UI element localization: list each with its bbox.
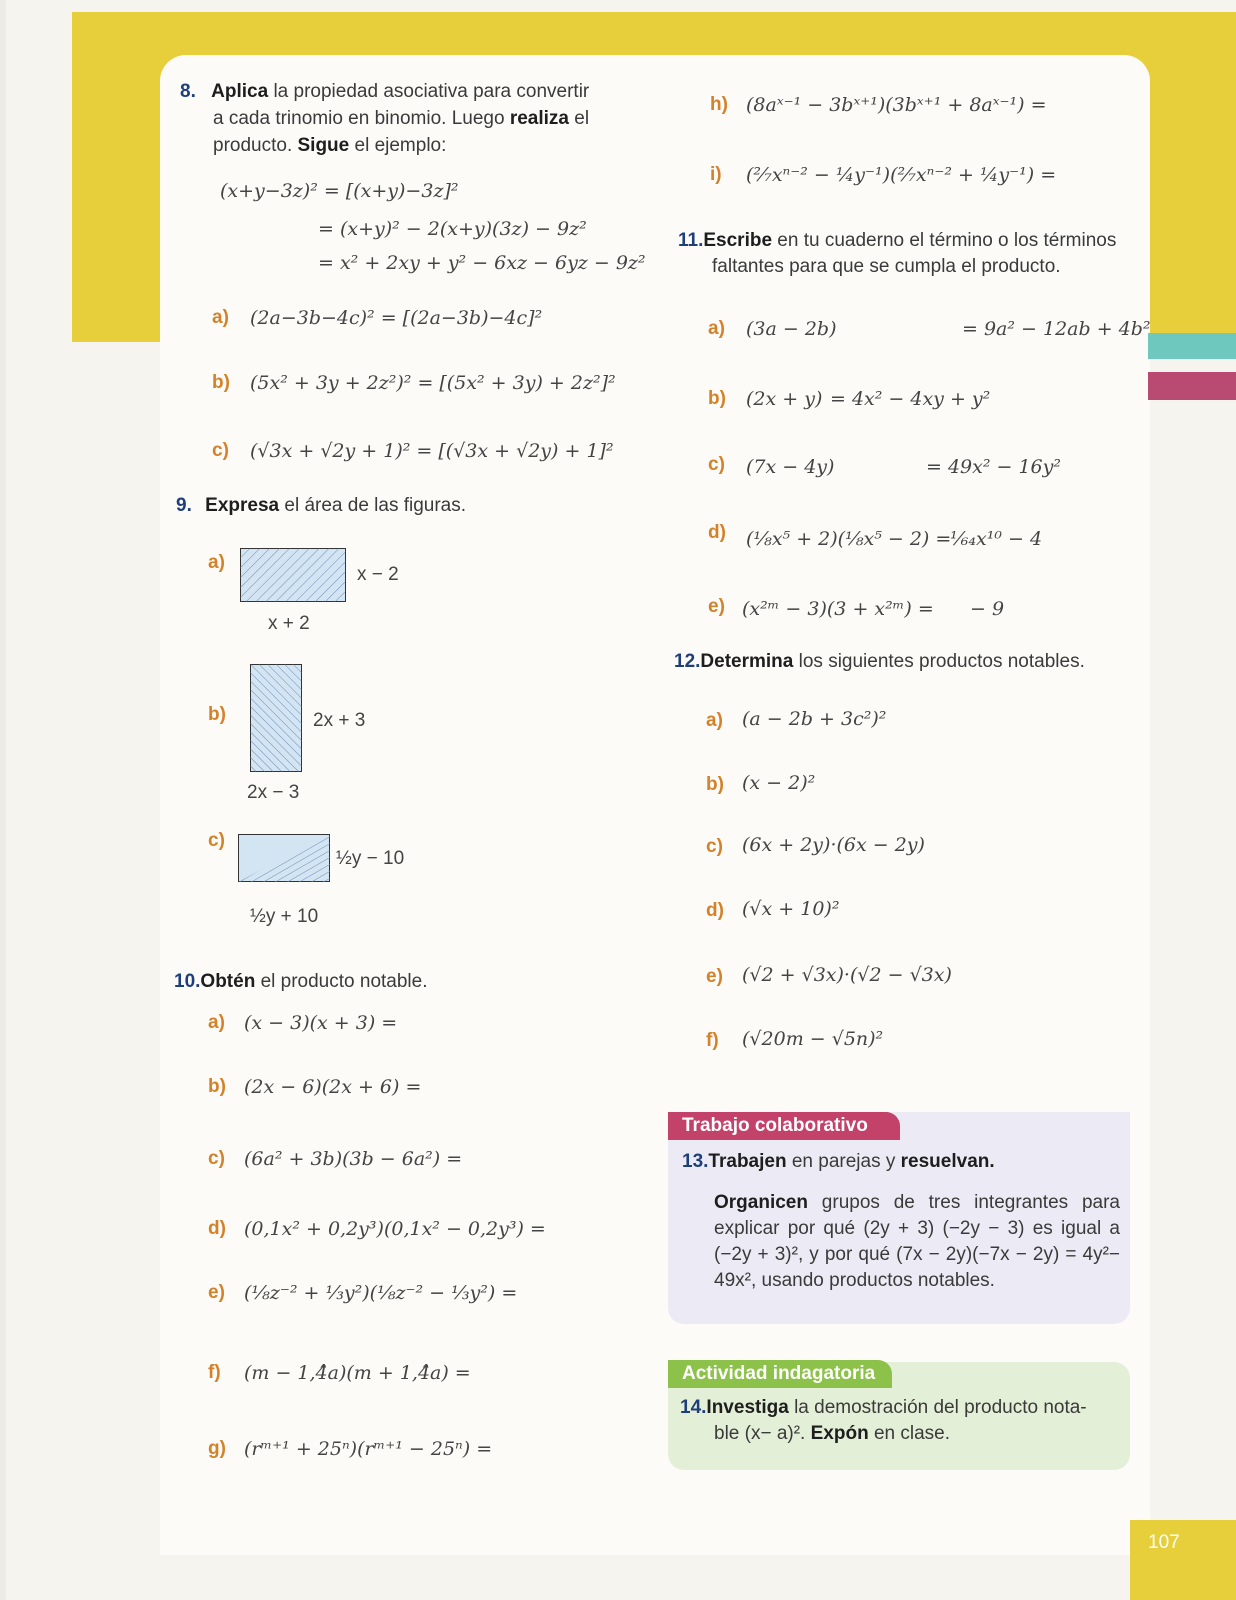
ex12-item-e-letter: e) <box>706 966 723 987</box>
ex11-line-2: faltantes para que se cumpla el producto. <box>712 256 1061 277</box>
ex10-item-g-letter: g) <box>208 1438 226 1459</box>
ex8-text-3b: el ejemplo: <box>349 135 447 156</box>
ex10-item-b-expr: (2x − 6)(2x + 6) = <box>244 1076 422 1098</box>
ex9-line-1 <box>176 494 466 518</box>
ex8-line-1 <box>180 80 589 104</box>
ex11-item-b-right: = 4x² − 4xy + y² <box>830 388 991 410</box>
ex12-number: 12. <box>674 651 701 672</box>
ex8-item-b-letter: b) <box>212 372 230 393</box>
ex11-item-e-left: (x²ᵐ − 3)(3 + x²ᵐ) = <box>742 598 934 620</box>
page-number: 107 <box>1148 1532 1180 1553</box>
ex8-item-a-letter: a) <box>212 307 229 328</box>
ex9-text-1: el área de las figuras. <box>279 495 467 516</box>
ex10-line-1 <box>174 970 428 994</box>
ex10-item-e-letter: e) <box>208 1282 225 1303</box>
ex9-fig-b-side: 2x + 3 <box>313 710 366 731</box>
ex10-item-h-expr: (8aˣ⁻¹ − 3bˣ⁺¹)(3bˣ⁺¹ + 8aˣ⁻¹) = <box>746 94 1047 116</box>
ex12-text-1: los siguientes productos notables. <box>793 651 1085 672</box>
margin-strip <box>0 0 6 1600</box>
ex12-line-1 <box>674 650 1085 674</box>
ex11-item-b-letter: b) <box>708 388 726 409</box>
ex8-item-c-expr: (√3x + √2y + 1)² = [(√3x + √2y) + 1]² <box>250 440 614 462</box>
ex10-item-f-letter: f) <box>208 1362 221 1383</box>
ex9-number: 9. <box>176 495 192 516</box>
ex8-example-line-2: = (x+y)² − 2(x+y)(3z) − 9z² <box>318 218 587 240</box>
ex8-example-line-1: (x+y−3z)² = [(x+y)−3z]² <box>220 180 459 202</box>
ex12-item-c-letter: c) <box>706 836 723 857</box>
ex10-item-d-expr: (0,1x² + 0,2y³)(0,1x² − 0,2y³) = <box>244 1218 546 1240</box>
ex8-text-3a: producto. <box>213 135 298 156</box>
ex14-keyword-expon: Expón <box>810 1423 869 1444</box>
ex11-item-b-left: (2x + y) <box>746 388 823 410</box>
ex11-item-d-right: ¹⁄₆₄x¹⁰ − 4 <box>950 528 1043 550</box>
ex10-item-i-expr: (²⁄₇xⁿ⁻² − ¼y⁻¹)(²⁄₇xⁿ⁻² + ¼y⁻¹) = <box>746 164 1057 186</box>
ex9-fig-c-base: ½y + 10 <box>250 906 319 927</box>
ex8-keyword-realiza: realiza <box>509 108 569 129</box>
ex10-item-g-expr: (rᵐ⁺¹ + 25ⁿ)(rᵐ⁺¹ − 25ⁿ) = <box>244 1438 493 1460</box>
ex8-item-b-expr: (5x² + 3y + 2z²)² = [(5x² + 3y) + 2z²]² <box>250 372 616 394</box>
ex13-paragraph-text: grupos de tres integrantes para explicar por qué (2y + 3) (−2y − 3) es igual a (−2y + 3)², y por qué (7x − 2y)(−7x − 2y) = 4y²− 49x², usando productos notables. <box>714 1192 1120 1291</box>
ex12-item-e-expr: (√2 + √3x)·(√2 − √3x) <box>742 964 952 986</box>
ex13-text-1: en parejas y <box>786 1151 901 1172</box>
ex8-example-line-3: = x² + 2xy + y² − 6xz − 6yz − 9z² <box>318 252 646 274</box>
page-card <box>160 55 1150 1555</box>
ex13-line-1 <box>682 1150 995 1174</box>
ex12-keyword-determina: Determina <box>700 651 794 672</box>
ex8-keyword-aplica: Aplica <box>211 81 269 102</box>
edge-tab-teal <box>1148 333 1236 359</box>
edge-tab-pink <box>1148 372 1236 400</box>
ex14-keyword-investiga: Investiga <box>706 1397 789 1418</box>
ex12-item-b-expr: (x − 2)² <box>742 772 816 794</box>
ex14-line-2 <box>714 1422 950 1446</box>
ex8-keyword-sigue: Sigue <box>297 135 350 156</box>
ex8-text-1: la propiedad asociativa para convertir <box>268 81 590 102</box>
ex13-number: 13. <box>682 1151 709 1172</box>
ex10-item-a-expr: (x − 3)(x + 3) = <box>244 1012 398 1034</box>
ex11-text-1: en tu cuaderno el término o los términos <box>772 230 1117 251</box>
ex10-item-a-letter: a) <box>208 1012 225 1033</box>
ex10-item-b-letter: b) <box>208 1076 226 1097</box>
ex8-line-3 <box>213 134 446 158</box>
ex10-item-c-letter: c) <box>208 1148 225 1169</box>
ex11-item-a-left: (3a − 2b) <box>746 318 837 340</box>
ex11-item-e-right: − 9 <box>970 598 1005 620</box>
ex9-fig-b-rectangle <box>250 664 302 772</box>
ex8-line-2 <box>213 107 589 131</box>
ex8-item-c-letter: c) <box>212 440 229 461</box>
ex8-number: 8. <box>180 81 196 102</box>
ex11-keyword-escribe: Escribe <box>703 230 773 251</box>
ex10-number: 10. <box>174 971 201 992</box>
ex9-fig-a-letter: a) <box>208 552 225 573</box>
ex12-item-a-expr: (a − 2b + 3c²)² <box>742 708 887 730</box>
ex9-fig-b-base: 2x − 3 <box>247 782 300 803</box>
ex10-item-d-letter: d) <box>208 1218 226 1239</box>
ex10-item-i-letter: i) <box>710 164 722 185</box>
ex9-fig-c-side: ½y − 10 <box>336 848 405 869</box>
ex12-item-d-letter: d) <box>706 900 724 921</box>
ex10-keyword-obten: Obtén <box>200 971 256 992</box>
ex9-keyword-expresa: Expresa <box>205 495 280 516</box>
ex13-keyword-trabajen: Trabajen <box>708 1151 787 1172</box>
ex9-fig-a-rectangle <box>240 548 346 602</box>
ex14-line-1 <box>680 1396 1087 1420</box>
ex14-header: Actividad indagatoria <box>668 1360 892 1388</box>
ex11-item-a-right: = 9a² − 12ab + 4b² <box>962 318 1151 340</box>
ex10-item-e-expr: (⅛z⁻² + ⅓y²)(⅛z⁻² − ⅓y²) = <box>244 1282 518 1304</box>
ex8-text-2: a cada trinomio en binomio. Luego <box>213 108 510 129</box>
ex11-item-c-left: (7x − 4y) <box>746 456 835 478</box>
ex13-keyword-resuelvan: resuelvan. <box>900 1151 995 1172</box>
ex13-header: Trabajo colaborativo <box>668 1112 900 1140</box>
ex12-item-c-expr: (6x + 2y)·(6x − 2y) <box>742 834 925 856</box>
ex8-text-2b: el <box>568 108 590 129</box>
ex11-item-d-letter: d) <box>708 522 726 543</box>
ex14-text-2a: ble (x− a)². <box>714 1423 811 1444</box>
ex13-paragraph <box>714 1190 1120 1294</box>
ex12-item-a-letter: a) <box>706 710 723 731</box>
ex11-item-c-right: = 49x² − 16y² <box>926 456 1061 478</box>
ex11-line-1 <box>678 229 1116 253</box>
ex12-item-b-letter: b) <box>706 774 724 795</box>
ex8-item-a-expr: (2a−3b−4c)² = [(2a−3b)−4c]² <box>250 307 543 329</box>
ex10-text-1: el producto notable. <box>255 971 428 992</box>
ex11-item-c-letter: c) <box>708 454 725 475</box>
ex10-item-h-letter: h) <box>710 94 728 115</box>
ex14-text-2b: en clase. <box>868 1423 951 1444</box>
ex11-item-e-letter: e) <box>708 596 725 617</box>
ex10-item-f-expr: (m − 1,4̂a)(m + 1,4̂a) = <box>244 1362 471 1384</box>
ex10-item-c-expr: (6a² + 3b)(3b − 6a²) = <box>244 1148 463 1170</box>
ex13-keyword-organicen: Organicen <box>714 1192 808 1213</box>
ex9-fig-a-base: x + 2 <box>268 613 310 634</box>
ex14-text-1: la demostración del producto nota- <box>788 1397 1087 1418</box>
ex9-fig-a-side: x − 2 <box>357 564 399 585</box>
ex11-number: 11. <box>678 230 704 251</box>
ex14-number: 14. <box>680 1397 707 1418</box>
ex9-fig-c-rectangle <box>238 834 330 882</box>
ex9-fig-c-letter: c) <box>208 830 225 851</box>
ex11-item-a-letter: a) <box>708 318 725 339</box>
ex12-item-f-letter: f) <box>706 1030 719 1051</box>
ex11-item-d-left: (⅛x⁵ + 2)(⅛x⁵ − 2) = <box>746 528 952 550</box>
ex12-item-f-expr: (√20m − √5n)² <box>742 1028 884 1050</box>
ex12-item-d-expr: (√x + 10)² <box>742 898 840 920</box>
ex9-fig-b-letter: b) <box>208 704 226 725</box>
